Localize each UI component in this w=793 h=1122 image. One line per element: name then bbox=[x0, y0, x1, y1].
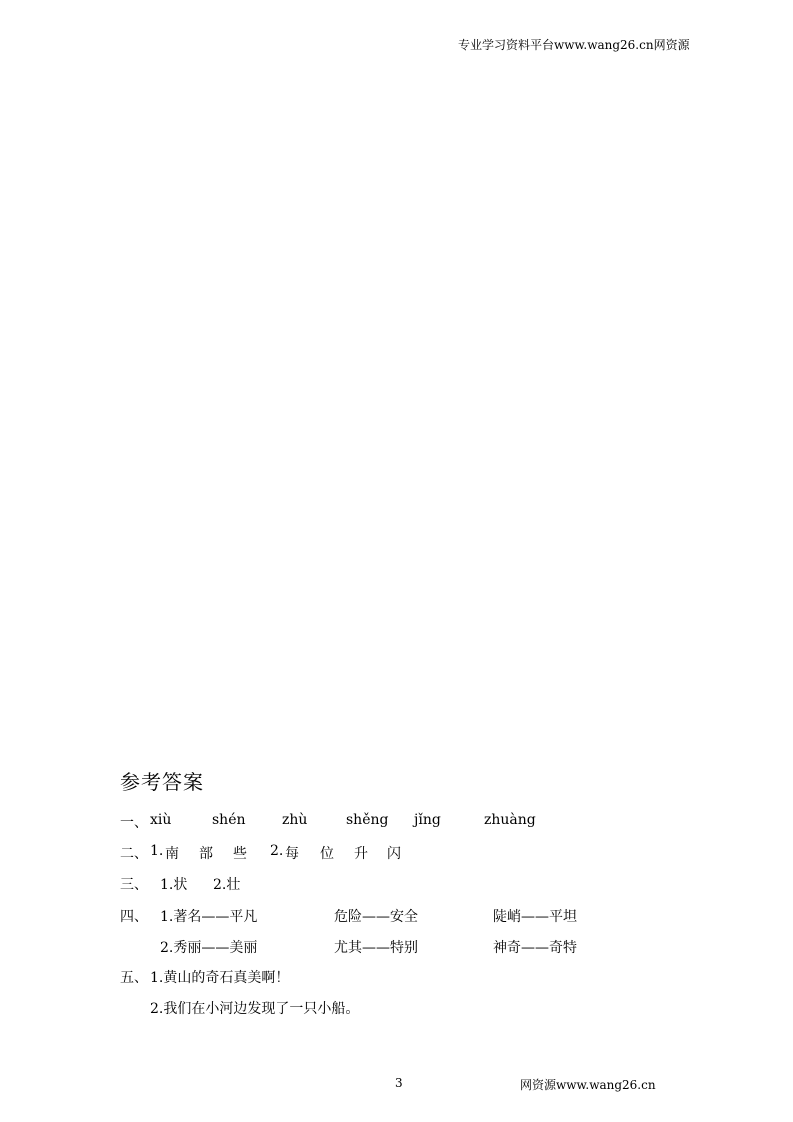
pinyin-item: jǐng bbox=[414, 812, 441, 828]
pinyin-item: shěng bbox=[346, 812, 389, 828]
section-1-label: 一、 bbox=[120, 815, 148, 831]
pinyin-item: zhuàng bbox=[484, 812, 536, 828]
page-header: 专业学习资料平台www.wang26.cn网资源 bbox=[458, 38, 690, 52]
answer-item: 1.状 bbox=[160, 877, 188, 893]
footer-site: 网资源www.wang26.cn bbox=[520, 1078, 656, 1092]
pinyin-item: zhù bbox=[282, 812, 308, 828]
char-item: 每 bbox=[285, 846, 299, 862]
word-pair: 2.秀丽——美丽 bbox=[160, 940, 258, 956]
word-pair: 神奇——奇特 bbox=[493, 940, 577, 956]
sentence: 1.黄山的奇石真美啊！ bbox=[150, 970, 290, 986]
answer-item: 2.壮 bbox=[213, 877, 241, 893]
answers-title: 参考答案 bbox=[120, 770, 204, 794]
section-5-label: 五、 bbox=[120, 970, 148, 986]
pinyin-item: shén bbox=[212, 812, 246, 828]
char-item: 位 bbox=[320, 846, 334, 862]
char-item: 闪 bbox=[387, 846, 401, 862]
word-pair: 尤其——特别 bbox=[334, 940, 418, 956]
page-number: 3 bbox=[395, 1076, 403, 1090]
pinyin-item: xiù bbox=[150, 812, 172, 828]
section-4-label: 四、 bbox=[120, 909, 148, 925]
section-3-label: 三、 bbox=[120, 877, 148, 893]
word-pair: 危险——安全 bbox=[334, 909, 418, 925]
group-number: 2. bbox=[270, 843, 284, 859]
char-item: 升 bbox=[354, 846, 368, 862]
char-item: 些 bbox=[233, 846, 247, 862]
section-2-label: 二、 bbox=[120, 846, 148, 862]
char-item: 南 bbox=[165, 846, 179, 862]
word-pair: 1.著名——平凡 bbox=[160, 909, 258, 925]
sentence: 2.我们在小河边发现了一只小船。 bbox=[150, 1001, 360, 1017]
group-number: 1. bbox=[150, 843, 164, 859]
word-pair: 陡峭——平坦 bbox=[493, 909, 577, 925]
char-item: 部 bbox=[199, 846, 213, 862]
